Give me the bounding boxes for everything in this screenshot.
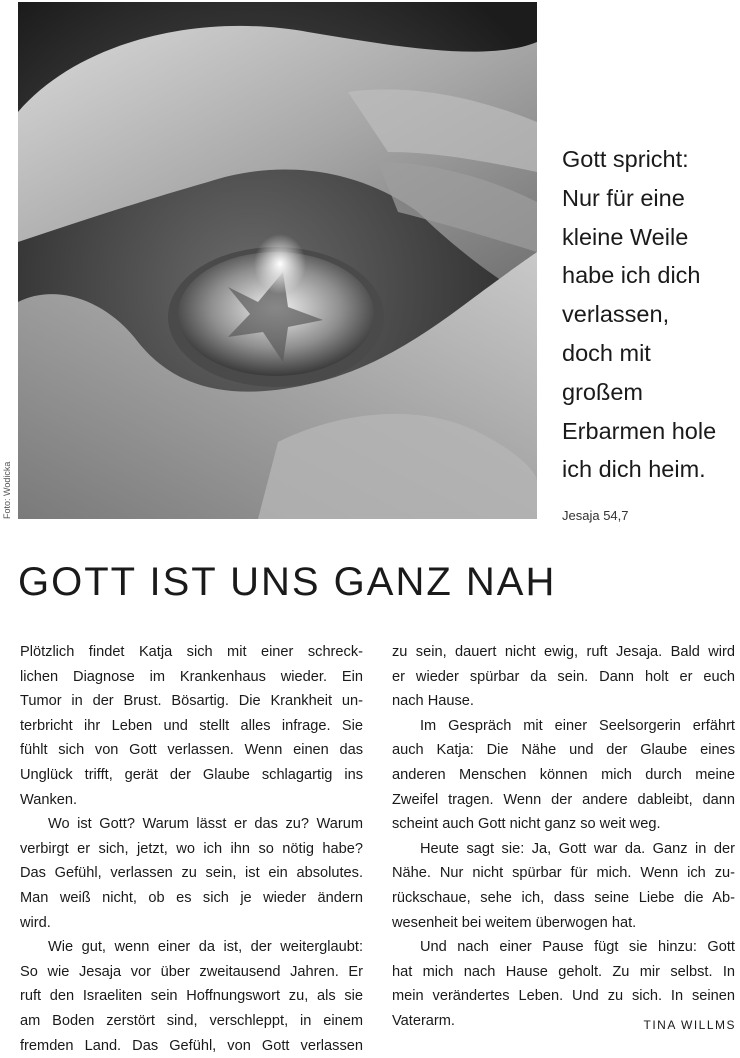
author-name: TINA WILLMS [643, 1018, 736, 1032]
text-line: Das Gefühl, verlassen zu sein, ist ein absolutes. [20, 861, 363, 886]
text-line: Vaterarm. [392, 1009, 735, 1034]
paragraph [392, 714, 735, 837]
text-line: rückschaue, sehe ich, dass seine Liebe die Ab- [392, 886, 735, 911]
text-line: Tumor in der Brust. Bösartig. Die Krankheit un- [20, 689, 363, 714]
text-line: terbricht ihr Leben und stellt alles infrage. Sie [20, 714, 363, 739]
text-line: Plötzlich findet Katja sich mit einer schreck- [20, 640, 363, 665]
text-line: er wieder spürbar da sein. Dann holt er euch [392, 665, 735, 690]
text-line: Wanken. [20, 788, 363, 813]
quote-line: Gott spricht: [562, 140, 740, 179]
text-line: zu sein, dauert nicht ewig, ruft Jesaja. Bald wird [392, 640, 735, 665]
text-line: fremden Land. Das Gefühl, von Gott verlassen [20, 1034, 363, 1058]
text-line: Zweifel tragen. Wenn der andere dableibt, dann [392, 788, 735, 813]
left-column [20, 640, 363, 1058]
paragraph [20, 640, 363, 812]
paragraph [392, 837, 735, 935]
right-column [392, 640, 735, 1034]
text-line: So wie Jesaja vor über zweitausend Jahren. Er [20, 960, 363, 985]
photo-credit: Foto: Wodicka [2, 462, 12, 519]
text-line: wesenheit bei weitem überwogen hat. [392, 911, 735, 936]
paragraph [392, 640, 735, 714]
text-line: Unglück trifft, gerät der Glaube schlagartig ins [20, 763, 363, 788]
quote-reference: Jesaja 54,7 [562, 508, 629, 523]
text-line: hat mich nach Hause geholt. Zu mir selbst. In [392, 960, 735, 985]
text-line: wird. [20, 911, 363, 936]
quote-line: Erbarmen hole [562, 412, 740, 451]
quote-line: verlassen, [562, 295, 740, 334]
text-line: anderen Menschen können mich durch meine [392, 763, 735, 788]
bible-quote [562, 140, 740, 489]
article-headline: GOTT IST UNS GANZ NAH [18, 560, 556, 605]
paragraph [20, 935, 363, 1058]
text-line: Im Gespräch mit einer Seelsorgerin erfährt [392, 714, 735, 739]
text-line: mein verändertes Leben. Und zu sich. In seinen [392, 984, 735, 1009]
text-line: Heute sagt sie: Ja, Gott war da. Ganz in der [392, 837, 735, 862]
quote-line: kleine Weile [562, 218, 740, 257]
hands-holding-candle-image [18, 2, 537, 519]
quote-line: habe ich dich [562, 256, 740, 295]
text-line: nach Hause. [392, 689, 735, 714]
paragraph [20, 812, 363, 935]
quote-line: großem [562, 373, 740, 412]
text-line: verbirgt er sich, jetzt, wo ich ihn so nötig habe? [20, 837, 363, 862]
text-line: Und nach einer Pause fügt sie hinzu: Gott [392, 935, 735, 960]
hands-candle-photo [18, 2, 537, 519]
text-line: Man weiß nicht, ob es sich je wieder ändern [20, 886, 363, 911]
text-line: am Boden zerstört sind, verschleppt, in einem [20, 1009, 363, 1034]
text-line: scheint auch Gott nicht ganz so weit weg. [392, 812, 735, 837]
text-line: Nähe. Nur nicht spürbar für mich. Wenn ich zu- [392, 861, 735, 886]
quote-line: Nur für eine [562, 179, 740, 218]
quote-line: doch mit [562, 334, 740, 373]
quote-line: ich dich heim. [562, 450, 740, 489]
text-line: Wie gut, wenn einer da ist, der weiterglaubt: [20, 935, 363, 960]
text-line: auch Katja: Die Nähe und der Glaube eines [392, 738, 735, 763]
text-line: Wo ist Gott? Warum lässt er das zu? Warum [20, 812, 363, 837]
text-line: fühlt sich von Gott verlassen. Wenn einen das [20, 738, 363, 763]
text-line: lichen Diagnose im Krankenhaus wieder. Ein [20, 665, 363, 690]
text-line: ruft den Israeliten sein Hoffnungswort zu, als sie [20, 984, 363, 1009]
